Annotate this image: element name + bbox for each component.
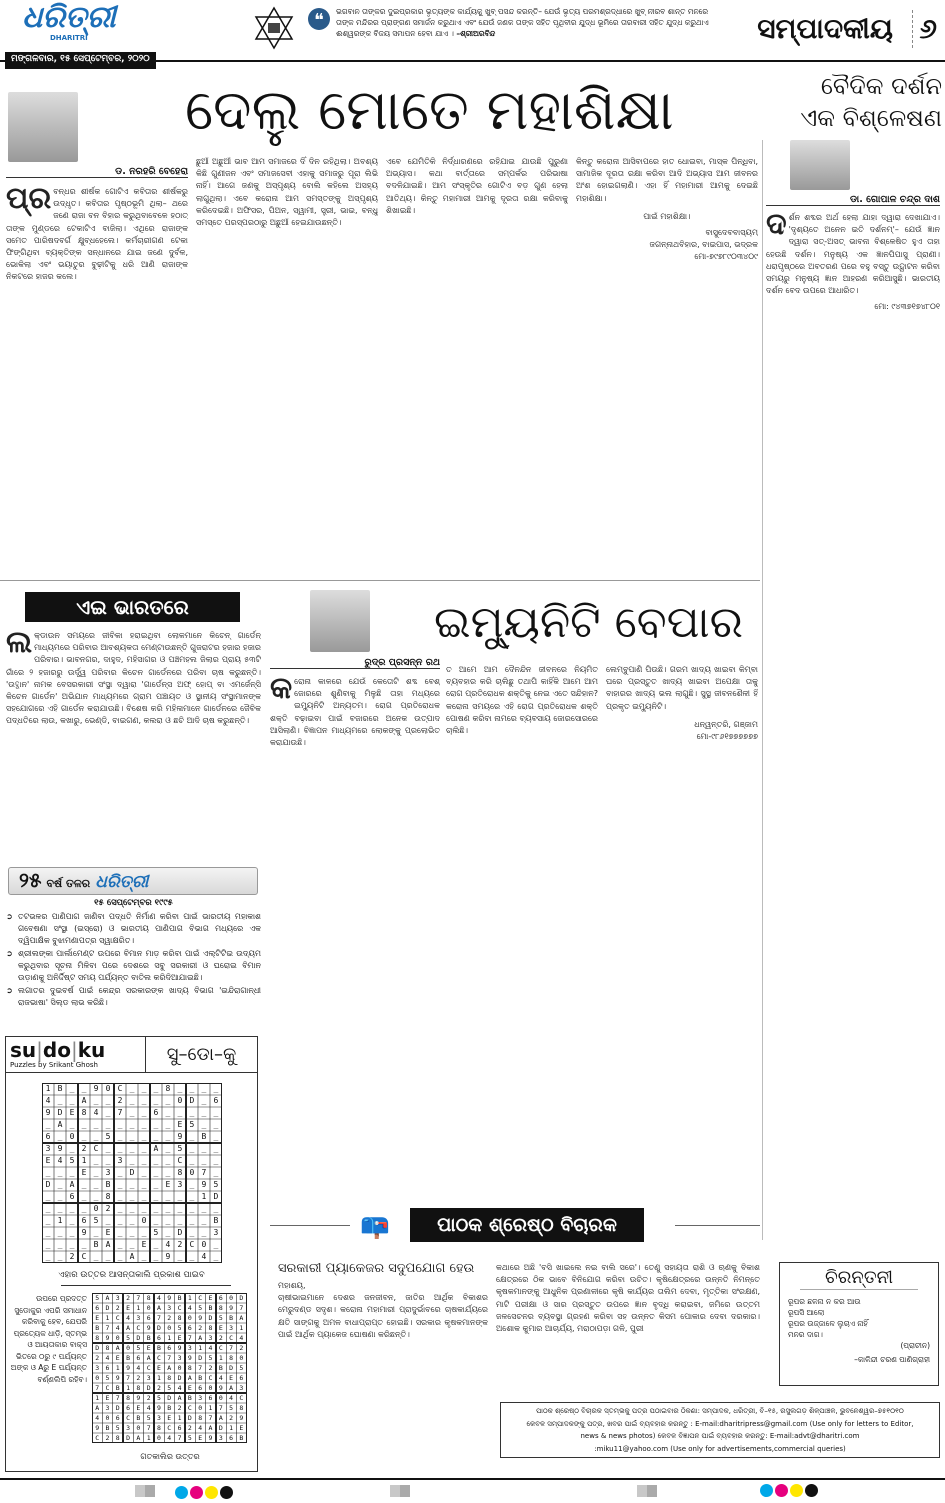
letter-col-1-wrap bbox=[278, 1260, 488, 1496]
answer-row: 8905DB61E7A32C4 bbox=[95, 1334, 250, 1342]
vedic-signature: ମୋ: ୯୪୩୭୧୭୪୮୦୧ bbox=[874, 302, 940, 312]
sudoku-title-odia: ସୁ–ଡୋ–କୁ bbox=[146, 1037, 257, 1073]
vedic-author: ଡା. ଗୋପାଳ ଚନ୍ଦ୍ର ଦାଶ bbox=[766, 194, 940, 206]
sudoku-row[interactable]: _1_65___0_____B bbox=[45, 1216, 226, 1225]
ei-bharatare-body: ଲକ୍‌ଡାଉନ ସମୟରେ ଜୀବିକା ହରାଇଥିବା ଲୋକମାନେ କିଚେନ୍ ଗାର୍ଡେନ୍ ମାଧ୍ୟମରେ ପରିବାର ଆବଶ୍ୟକତା ମେଣ୍ଟାଉଛନ୍ତି ଗୁଜରାଟର ହଜାର ହଜାର ପରିବାର। ଭାବନଗର, ଦାହୁଦ, ମହିସାଗର ଓ ପଞ୍ଚମହଲ ଜିଲାର ପ୍ରାୟ ୫୩ଟି ଗାଁରେ ୨ ହଜାରରୁ ଉର୍ଦ୍ଧ୍ୱ ପରିବାର କିଚେନ ଗାର୍ଡେନରେ ପରିବା ଚାଷ କରୁଛନ୍ତି। 'ଉତ୍ଥାନ' ନାମକ ବେସରକାରୀ ସଂସ୍ଥା ଦ୍ୱାରା 'ଗାର୍ଡେନ୍ସ ଅଫ୍ ହୋପ୍ ବା ଏମର୍ଜେନ୍ସି କିଚେନ ଗାର୍ଡେନ' ଅଭିଯାନ ମାଧ୍ୟମରେ ଗ୍ରାମ ପଞ୍ଚାୟତ ଓ ସ୍ଥାନୀୟ ସଂସ୍ଥାମାନଙ୍କ ସହଯୋଗରେ ଏହି ଗାର୍ଡେନ କରାଯାଉଛି। ବିଶେଷ କରି ମହିଳାମାନେ ଗାର୍ଡେନରେ ଜୈବିକ ପଦ୍ଧତିରେ ଲାଉ, କଖାରୁ, ଭେଣ୍ଡି, ବାଇଗଣ, କଲରା ଓ ଛଚି ଆଦି ଚାଷ କରୁଛନ୍ତି। bbox=[6, 630, 261, 726]
letter-col-2: କଥାରେ ଅଛି 'ବସି ଖାଇଲେ ନଇ ବାଲି ସରେ'। ତେଣୁ ସହାୟତା ରାଶି ଓ ଋଣକୁ ବିକାଶ କ୍ଷେତ୍ରରେ ଠିକ ଭାବେ ବିନିଯୋଗ କରିବା ଉଚିତ। କୃଷିକ୍ଷେତ୍ରରେ ଉନ୍ନତି ନିମନ୍ତେ କୃଷକମାନଙ୍କୁ ଆଧୁନିକ ପ୍ରଣାଳୀରେ କୃଷି କାର୍ଯ୍ୟର ତାଲିମ ଦେବା, ମୃତ୍ତିକା ସଂରକ୍ଷଣ, ମାଟି ପରୀକ୍ଷା ଓ ସାର ପ୍ରସ୍ତୁତ ଉପରେ ଜ୍ଞାନ ବୃଦ୍ଧି କରାଇବା, ଜମିରେ ଉତ୍ତମ ଜଳସେଚନର ବ୍ୟବସ୍ଥା ଗ୍ରହଣ କରିବା ସହ ଉନ୍ନତ କିସମ ପୋକାର ଦେବା ଦରକାର। ଅଶୋକ କୁମାର ଆଚାର୍ଯ୍ୟ, ମରାଠାପଡ଼ା ଗଳି, ପୁରୀ bbox=[496, 1263, 760, 1334]
vedic-headline: ବୈଦିକ ଦର୍ଶନ ଏକ ବିଶ୍ଳେଷଣ bbox=[800, 72, 942, 132]
twentyfive-banner: ୨୫ ବର୍ଷ ତଳର ଧରିତ୍ରୀ bbox=[8, 867, 258, 895]
answer-row: 1E78925DAB3604C bbox=[95, 1394, 250, 1402]
immunity-col-3: ଲେମ୍ବୁପାଣି ପିଉଛି। ଗରମ ଖାଦ୍ୟ ଖାଇବା କିମ୍ବା ଘରେ ପ୍ରସ୍ତୁତ ଖାଦ୍ୟ ଖାଇବା ଅପେକ୍ଷା ତାକୁ ବାହାରର ଖାଦ୍ୟ ଭଲ ଲାଗୁଛି। ସୁସ୍ଥ ଜୀବନଶୈଳୀ ହିଁ ପ୍ରକୃତ ଇମ୍ୟୁନିଟି। bbox=[606, 665, 758, 711]
masthead-quote: ଭଗବାନ ତାଙ୍କର ଦୁଇପ୍ରକାର ଭୃତ୍ୟଙ୍କ କାର୍ଯ୍ୟକୁ ଖୁବ୍ ପସନ୍ଦ କରନ୍ତି– ଯେଉଁ ଭୃତ୍ୟ ପରମଶ୍ରଦ୍ଧାରେ ଖୁବ୍ ନୀରବ ଶାନ୍ତ ମନରେ ତାଙ୍କ ମନ୍ଦିରର ପ୍ରାଙ୍ଗଣ ସମାର୍ଜନ କରୁଥାଏ ଏବଂ ଯେଉଁ ଜଣକ ତାଙ୍କ ସହିତ ପୃଥିବୀର ଯୁଦ୍ଧ ଭୂମିରେ ତାରବାରୀ ସହିତ ଯୁଦ୍ଧ କରୁଥାଏ ଈଶ୍ୱରଙ୍କ ବିଜୟ ସମାପନ ହେବା ଯାଏ । –ଶ୍ରୀଅରବିନ୍ଦ bbox=[336, 7, 709, 38]
mailbox-icon: 📪 bbox=[360, 1212, 390, 1240]
sudoku-row[interactable]: 9DE84_7__6_____ bbox=[45, 1108, 226, 1117]
answer-row: D8A05EB69314C72 bbox=[95, 1344, 250, 1352]
sudoku-box bbox=[5, 1036, 258, 1472]
star-emblem-icon bbox=[252, 6, 296, 50]
lead-col-2: ଛୁଆଁ ଅଛୁଆଁ ଭାବ ଆମ ସମାଜରେ ଦିଁ ଦିନ ରହିଥିଲା। ଅବଶ୍ୟ କିଛି ଗୁଣୀଜନ ଏବଂ ସମାଜସେବୀ ଏହାକୁ ସମାଜରୁ ପୂରା ଲିଭି ନାହିଁ। ଆଗେ ଜଣକୁ ଅସ୍ପୃଶ୍ୟ ବୋଲି କହିଲେ ଅସହ୍ୟ ଲାଗୁଥିଲା। ଏବେ କରୋନା ଆମ ସମସ୍ତଙ୍କୁ ଅସ୍ପୃଶ୍ୟ କରିଦେଇଛି। ଅଫିସର, ପିଅନ, ସ୍ୱାମୀ, ସ୍ତ୍ରୀ, ଭାଇ, ବନ୍ଧୁ ସମସ୍ତେ ପରସ୍ପରଠାରୁ ଅଛୁଆଁ ହେଇଯାଉଛନ୍ତି। bbox=[196, 157, 378, 228]
immunity-col-2: ତ ଆମେ ଆମ ଦୈନନ୍ଦିନ ଜୀବନରେ ନିୟମିତ ବ୍ୟବହାର କରି ଚାଲିଛୁ ତଥାପି କାହିଁକି ଆମେ ଆମ ରୋଗ ପ୍ରତିରୋଧକ ଶକ୍ତିକୁ ନେଇ ଏତେ ସନ୍ଦିହାନ? କରୋନା ସମୟରେ ଏହି ରୋଗ ପ୍ରତିରୋଧକ ଶକ୍ତି ପୋଷଣ କରିବା ନାମରେ ବ୍ୟବସାୟ ଜୋରସୋରରେ ଚାଲିଛି। bbox=[446, 665, 598, 736]
immunity-col-1: କରୋନା କାଳରେ ଯେଉଁ କେତୋଟି ଶବ୍ଦ ବେଶ୍ ଜୋରରେ ଶୁଣିବାକୁ ମିଳୁଛି ତାହା ମଧ୍ୟରେ ଇମ୍ୟୁନିଟି ଅନ୍ୟତମ। ରୋଗ ପ୍ରତିରୋଧକ ଶକ୍ତି ବଢ଼ାଇବା ପାଇଁ ବଜାରରେ ଅନେକ ଉତ୍ପାଦ ଆସିଲାଣି। ବିଜ୍ଞାପନ ମାଧ୍ୟମରେ ଲୋକଙ୍କୁ ପ୍ରଲୋଭିତ କରାଯାଉଛି। bbox=[270, 676, 440, 748]
ei-bharatare-banner: ଏଇ ଭାରତରେ bbox=[25, 592, 240, 622]
lead-col-1: ପ୍ର ବନ୍ଧର ଶୀର୍ଷକ ଗୋଟିଏ କବିତାର ଶୀର୍ଷକରୁ ଉଦ୍ଧୃତ। କବିତାର ପୃଷ୍ଠଭୂମି ଥିଲା– ଥରେ ଜଣେ ରାଜା ବନ ବିହାର କରୁଥିବାବେଳେ ହଠାତ୍ ତାଙ୍କ ମୁଣ୍ଡରେ ଟେକାଟିଏ ବାଜିଲା। ଏଥିରେ ରାଜାଙ୍କ ସମେତ ପାରିଷଦବର୍ଗ କ୍ଷୁବ୍ଧହେଲେ। କର୍ମଚାରୀଗଣ ଟେକା ଫିଙ୍ଗିଥିବା ବ୍ୟକ୍ତିଙ୍କ ସନ୍ଧାନରେ ଯାଇ ଜଣେ ଦୁର୍ବଳ, ଭୋକିଲା ଏବଂ ଭୟାତୁର ବୁଢ଼ୀଟିକୁ ଧରି ଆଣି ରାଜାଙ୍କ ନିକଟରେ ହାଜର କଲେ। bbox=[6, 186, 188, 282]
lead-author: ଡ. ନରହରି ବେହେରା bbox=[6, 166, 188, 178]
sudoku-row[interactable]: _A_________E5__ bbox=[45, 1120, 226, 1129]
author-photo bbox=[8, 92, 78, 162]
sudoku-row[interactable]: 6_0__5_____9_B_ bbox=[45, 1132, 226, 1141]
previous-answer-grid bbox=[92, 1293, 250, 1443]
letters-banner: ପାଠକ ଶ୍ରେଷ୍ଠ ବିଚାରକ bbox=[410, 1208, 644, 1242]
sudoku-row[interactable]: ____BA__E_42C0_ bbox=[45, 1240, 226, 1249]
twentyfive-wrap bbox=[6, 898, 261, 1034]
lead-col-3: ଏବେ ଯେମିତିକି ନିର୍ଦ୍ଧାରଣରେ ରହିଯାଇ ଯାଉଛି ପୁରୁଣା ଅଭ୍ୟାସ। କଥା ବାର୍ତ୍ତାରେ ସମ୍ପର୍କର ପରିଭାଷା ବଦଳିଯାଇଛି। ଆମ ସଂସ୍କୃତିର ଗୋଟିଏ ବଡ଼ ଗୁଣ ହେଲା ଆତିଥ୍ୟ। କିନ୍ତୁ ମହାମାରୀ ଆମକୁ ଦୂରତା ରକ୍ଷା କରିବାକୁ ଶିଖାଇଛି। bbox=[386, 157, 568, 215]
lead-col-4-wrap bbox=[576, 156, 758, 576]
immunity-headline: ଇମ୍ୟୁନିଟି ବେପାର bbox=[434, 597, 743, 648]
answer-row: B74AC9D05628E31 bbox=[95, 1324, 250, 1332]
list-item: ➲ ଶ୍ରୀଲଙ୍କା ପାର୍ଲାମେଣ୍ଟ ଉପରେ ବିମାନ ମାଡ଼ କରିବା ପାଇଁ ଏଲ୍‌ଟିଟିଇ ଉଦ୍ୟମ କରୁଥିବାର ସୂଚନା ମିଳିବା ପରେ ଦେଶରେ ସବୁ ସରକାରୀ ଓ ଘରୋଇ ବିମାନ ଉଡ଼ାଣକୁ ଅନିର୍ଦ୍ଦିଷ୍ଟ ସମୟ ପର୍ଯ୍ୟନ୍ତ ବାତିଲ କରିଦିଆଯାଇଛି। bbox=[6, 948, 261, 984]
author-photo bbox=[790, 140, 850, 190]
sudoku-row[interactable]: 39_2C____A_5___ bbox=[45, 1144, 226, 1153]
answer-row: 7CB18D254E609A3 bbox=[95, 1384, 250, 1392]
sudoku-row[interactable]: 1B__90C___8____ bbox=[45, 1084, 226, 1093]
divider bbox=[0, 1478, 945, 1480]
chirantani-box bbox=[779, 1262, 939, 1386]
dharitri-logo: ଧରିତ୍ରୀ DHARITRI bbox=[22, 0, 116, 42]
answer-row: 406CB53E1D87A29 bbox=[95, 1414, 250, 1422]
letter-col-1: ମହାଶୟ, ଚାଷୀଭାଇମାନେ ଦେଶର ଜନଜୀବନ, ଜାତିର ଆର୍ଥିକ ବିକାଶର ମେରୁଦଣ୍ଡ ସଦୃଶ। କରୋନା ମହାମାରୀ ପ୍ରାଦୁର୍ଭାବରେ ଚାଷକାର୍ଯ୍ୟରେ କ୍ଷତି ସାଙ୍ଗକୁ ଅମଳ ବାଧାପ୍ରାପ୍ତ ହୋଇଛି। ସରକାର କୃଷକମାନଙ୍କ ପାଇଁ ଆର୍ଥିକ ପ୍ୟାକେଜ ଘୋଷଣା କରିଛନ୍ତି। bbox=[278, 1281, 488, 1339]
answer-row: 5A327849B1CE60D bbox=[95, 1294, 250, 1302]
poem: ରୂପର ଛଳନା ନ କର ଆଉ ରୂପସି ଆଲୋ ରୂପର ଉଜ୍ଜାଳେ ଲୁଚାଏ ନାହିଁ ମନର ଦାଗ। (ପ୍ରାଚୀନ) –କାଳିନ୍ଦୀ ଚରଣ ପାଣିଗ୍ରାହୀ bbox=[788, 1297, 930, 1364]
gray-mark bbox=[135, 1485, 155, 1497]
lead-closing: ପାଇଁ ମହାଶିକ୍ଷା। bbox=[643, 211, 691, 221]
answer-row: 36194CEA0872BD5 bbox=[95, 1364, 250, 1372]
sudoku-row[interactable]: E451__3____C___ bbox=[45, 1156, 226, 1165]
sudoku-row[interactable]: 4__A__2____0D_6 bbox=[45, 1096, 226, 1105]
answer-row: 6D2E10A3C45B897 bbox=[95, 1304, 250, 1312]
lead-signature: ବାସୁଦେବବାସ୍ୟମ୍ ଜଗନ୍ନାଥବିହାର, ବାଇପାସ, ଭଦ୍ରକ ମୋ-୭୯୭୮୯୦୩୪୦୯ bbox=[649, 228, 758, 262]
answer-row: E1C43672809D5BA bbox=[95, 1314, 250, 1322]
immunity-signature: ଧନ୍ୱନ୍ତରି, ଗଞ୍ଜାମ ମୋ-୯୮୬୧୭୭୭୭୭୭ bbox=[694, 719, 758, 742]
chirantani-title: ଚିରନ୍ତନୀ bbox=[800, 1267, 918, 1290]
letter-title: ସରକାରୀ ପ୍ୟାକେଜର ସଦୁପଯୋଗ ହେଉ bbox=[278, 1261, 475, 1276]
divider bbox=[0, 580, 760, 581]
lead-headline: ଦେଲୁ ମୋତେ ମହାଶିକ୍ଷା bbox=[185, 78, 674, 143]
immunity-author: ରୁଦ୍ର ପ୍ରସନ୍ନ ରଥ bbox=[270, 657, 440, 669]
color-registration-marks bbox=[760, 1482, 820, 1501]
immunity-col-3-wrap bbox=[606, 664, 758, 1196]
sudoku-answer-note: ଏହାର ଉତ୍ତର ଆସନ୍ତାକାଲି ପ୍ରକାଶ ପାଇବ bbox=[58, 1270, 205, 1280]
sudoku-row[interactable]: ____02_________ bbox=[45, 1204, 226, 1213]
contact-info-box: ପାଠକ ଶ୍ରେଷ୍ଠ ବିଚାରକ ସ୍ତମ୍ଭକୁ ପତ୍ର ପଠାଇବାର ଠିକଣା: ସମ୍ପାଦକ, ଧରିତ୍ରୀ, ବି–୧୫, ରସୁଲଗଡ଼ ଶିଳ୍ପାଞ୍ଚଳ, ଭୁବନେଶ୍ୱର–୭୫୧୦୧୦ କେବଳ ସମ୍ପାଦକଙ୍କୁ ପତ୍ର, ଖବର ପାଇଁ ବ୍ୟବହାର କରନ୍ତୁ : E-mail:dharitripress@gmail.com (Use only for letters to Editor, news & news photos) କେବଳ ବିଜ୍ଞାପନ ପାଇଁ ବ୍ୟବହାର କରନ୍ତୁ: E-mail:advt@dharitri.com :miku11@yahoo.com (Use only for advertisements,commercial queries) bbox=[500, 1402, 940, 1458]
section-title: ସମ୍ପାଦକୀୟ bbox=[757, 12, 893, 45]
divider bbox=[61, 1285, 231, 1286]
gray-mark bbox=[637, 1485, 657, 1497]
vedic-body: ଦର୍ଶନ ଶବ୍ଦର ଅର୍ଥ ହେଲା ଯାହା ଦ୍ୱାରା ଦେଖାଯାଏ। 'ଦୃଶ୍ୟତେ ଅନେନ ଇତି ଦର୍ଶନମ୍'– ଯେଉଁ ଜ୍ଞାନ ଦ୍ୱାରା ସତ୍-ଅସତ୍ ଭାବନା ବିଶ୍ଳେଷିତ ହୁଏ ତାହା ହେଉଛି ଦର୍ଶନ। ମନୁଷ୍ୟ ଏକ ଜ୍ଞାନପିପାସୁ ପ୍ରାଣୀ। ଧରାପୃଷ୍ଠରେ ଅବତରଣ ପରେ ବହୁ ବସ୍ତୁ ଉଦ୍ଘାଟନ କରିବା ସମୟରୁ ମନୁଷ୍ୟ ଜ୍ଞାନ ଆହରଣ କରିଆସୁଛି। ଭାରତୀୟ ଦର୍ଶନ ବେଦ ଉପରେ ଆଧାରିତ। bbox=[766, 212, 940, 296]
twentyfive-list bbox=[6, 911, 261, 1009]
sudoku-row[interactable]: __6__8_______1D bbox=[45, 1192, 226, 1201]
answer-row: A3D6E49B2C01758 bbox=[95, 1404, 250, 1412]
sudoku-row[interactable]: ___E_3_D___807_ bbox=[45, 1168, 226, 1177]
twentyfive-date: ୧୫ ସେପ୍ଟେମ୍ବର ୧୯୯୫ bbox=[94, 898, 173, 908]
color-registration-marks bbox=[175, 1484, 235, 1503]
gray-mark bbox=[390, 1485, 410, 1497]
sudoku-row[interactable]: ___9_E___5_D__3 bbox=[45, 1228, 226, 1237]
sudoku-grid bbox=[42, 1083, 226, 1263]
answer-row: C28DA10475E936B bbox=[95, 1434, 250, 1442]
answer-row: 24EB6AC739D5180 bbox=[95, 1354, 250, 1362]
previous-answer-label: ଗତକାଲିର ଉତ୍ତର bbox=[140, 1452, 200, 1461]
column-rule bbox=[762, 140, 763, 1240]
list-item: ➲ ତଟଭଳର ପାଣିପାଗ ଜାଣିବା ପଦ୍ଧତି ନିର୍ମାଣ କରିବା ପାଇଁ ଭାରତୀୟ ମହାକାଶ ଗବେଷଣା ସଂସ୍ଥା (ଇସ୍ରୋ) ଓ ଭାରତୀୟ ପାଣିପାଗ ବିଭାଗ ମଧ୍ୟରେ ଏକ ଦ୍ୱିପାକ୍ଷିକ ବୁଝାମଣାପତ୍ର ସ୍ୱାକ୍ଷରିତ। bbox=[6, 911, 261, 947]
author-photo bbox=[310, 590, 370, 652]
divider bbox=[675, 1225, 760, 1226]
quote-icon: ❝ bbox=[308, 8, 330, 30]
list-item: ➲ ଲଗାତର ଦୁଇବର୍ଷ ପାଇଁ କେନ୍ଦ୍ର ସରକାରଙ୍କ ଖାଦ୍ୟ ବିଭାଗ 'ଇନ୍ଦିରାଗାନ୍ଧୀ ରାଜଭାଷା' ସିଲ୍ଡ ଲାଭ କରିଛି। bbox=[6, 985, 261, 1009]
sudoku-row[interactable]: __2C___A__9__4_ bbox=[45, 1252, 226, 1261]
lead-col-4: କିନ୍ତୁ କରୋନା ଆସିବାପରେ ହାତ ଧୋଇବା, ମାସ୍କ ପିନ୍ଧିବା, ସାମାଜିକ ଦୂରତା ରକ୍ଷା କରିବା ଆଦି ଅଭ୍ୟାସ ଆମ ଜୀବନର ଅଂଶ ହୋଇଗଲାଣି। ଏହା ହିଁ ମହାମାରୀ ଆମକୁ ଦେଇଛି ମହାଶିକ୍ଷା। bbox=[576, 157, 758, 203]
sudoku-title: su|do|ku Puzzles by Srikant Ghosh bbox=[6, 1037, 146, 1073]
date-label: ମଙ୍ଗଳବାର, ୧୫ ସେପ୍ଟେମ୍ବର, ୨୦୨୦ bbox=[5, 52, 156, 69]
page-number: ୬ bbox=[912, 10, 937, 48]
sudoku-instructions: ଉପରେ ପ୍ରଦତ୍ତ ସୁଡୋକୁର ଏପରି ସମାଧାନ କରିବାକୁ ହେବ, ଯେପରି ପ୍ରତ୍ୟେକ ଧାଡ଼ି, ସ୍ତମ୍ଭ ଓ ଆୟତାକାର ବାକ୍ସ ଭିତରେ ୦ରୁ ୯ ପର୍ଯ୍ୟନ୍ତ ଅଙ୍କ ଓ Aରୁ E ପର୍ଯ୍ୟନ୍ତ ବର୍ଣ୍ଣଲିପି ରହିବ। bbox=[10, 1294, 87, 1384]
divider bbox=[270, 1225, 350, 1226]
answer-row: 9B53078C624AD1E bbox=[95, 1424, 250, 1432]
vedic-wrap bbox=[766, 212, 940, 1247]
answer-row: 05972318DABC4E6 bbox=[95, 1374, 250, 1382]
sudoku-row[interactable]: D_A__B____E3_95 bbox=[45, 1180, 226, 1189]
